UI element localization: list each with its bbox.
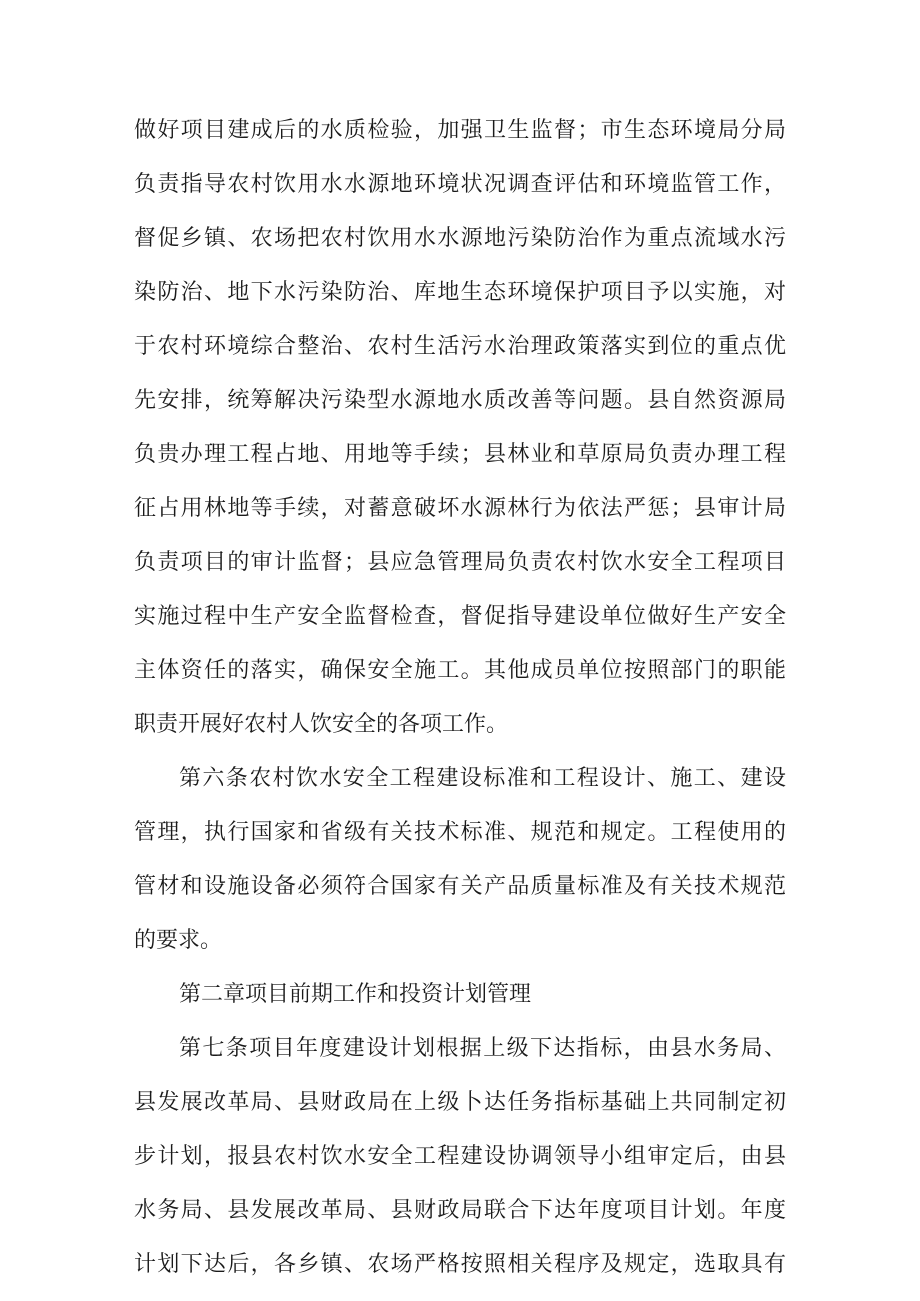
paragraph-article-seven (134, 1022, 786, 1292)
text-line: 管理，执行国家和省级有关技术标准、规范和规定。工程使用的 (134, 820, 786, 845)
text-line: 征占用林地等手续，对蓄意破坏水源林行为依法严惩；县审计局 (134, 496, 786, 521)
chapter-title: 第二章项目前期工作和投资计划管理 (179, 982, 532, 1007)
text-line: 负责项目的审计监督；县应急管理局负责农村饮水安全工程项目 (134, 550, 786, 575)
text-line: 步计划，报县农村饮水安全工程建设协调领导小组审定后，由县 (134, 1144, 786, 1169)
text-line: 第六条农村饮水安全工程建设标准和工程设计、施工、建设 (179, 766, 786, 791)
text-line: 负责指导农村饮用水水源地环境状况调查评估和环境监管工作， (134, 172, 786, 197)
text-line: 染防治、地下水污染防治、库地生态环境保护项目予以实施，对 (134, 280, 786, 305)
text-line: 第七条项目年度建设计划根据上级下达指标，由县水务局、 (179, 1036, 786, 1061)
text-line: 计划下达后，各乡镇、农场严格按照相关程序及规定，选取具有 (134, 1252, 786, 1277)
text-line: 先安排，统筹解决污染型水源地水质改善等问题。县自然资源局 (134, 388, 786, 413)
text-line: 水务局、县发展改革局、县财政局联合下达年度项目计划。年度 (134, 1198, 786, 1223)
text-line: 于农村环境综合整治、农村生活污水治理政策落实到位的重点优 (134, 334, 786, 359)
text-line: 督促乡镇、农场把农村饮用水水源地污染防治作为重点流域水污 (134, 226, 786, 251)
text-line: 做好项目建成后的水质检验，加强卫生监督；市生态环境局分局 (134, 118, 786, 143)
document-body (134, 104, 786, 1292)
paragraph-responsibilities (134, 104, 786, 752)
text-line: 职责开展好农村人饮安全的各项工作。 (134, 712, 509, 737)
text-line: 县发展改革局、县财政局在上级卜达任务指标基础上共同制定初 (134, 1090, 786, 1115)
paragraph-article-six (134, 752, 786, 968)
text-line: 主体资任的落实，确保安全施工。其他成员单位按照部门的职能 (134, 658, 786, 683)
text-line: 负贵办理工程占地、用地等手续；县林业和草原局负责办理工程 (134, 442, 786, 467)
chapter-heading (134, 968, 786, 1022)
text-line: 管材和设施设备必须符合国家有关产品质量标准及有关技术规范 (134, 874, 786, 899)
text-line: 实施过程中生产安全监督检查，督促指导建设单位做好生产安全 (134, 604, 786, 629)
text-line: 的要求。 (134, 928, 223, 953)
